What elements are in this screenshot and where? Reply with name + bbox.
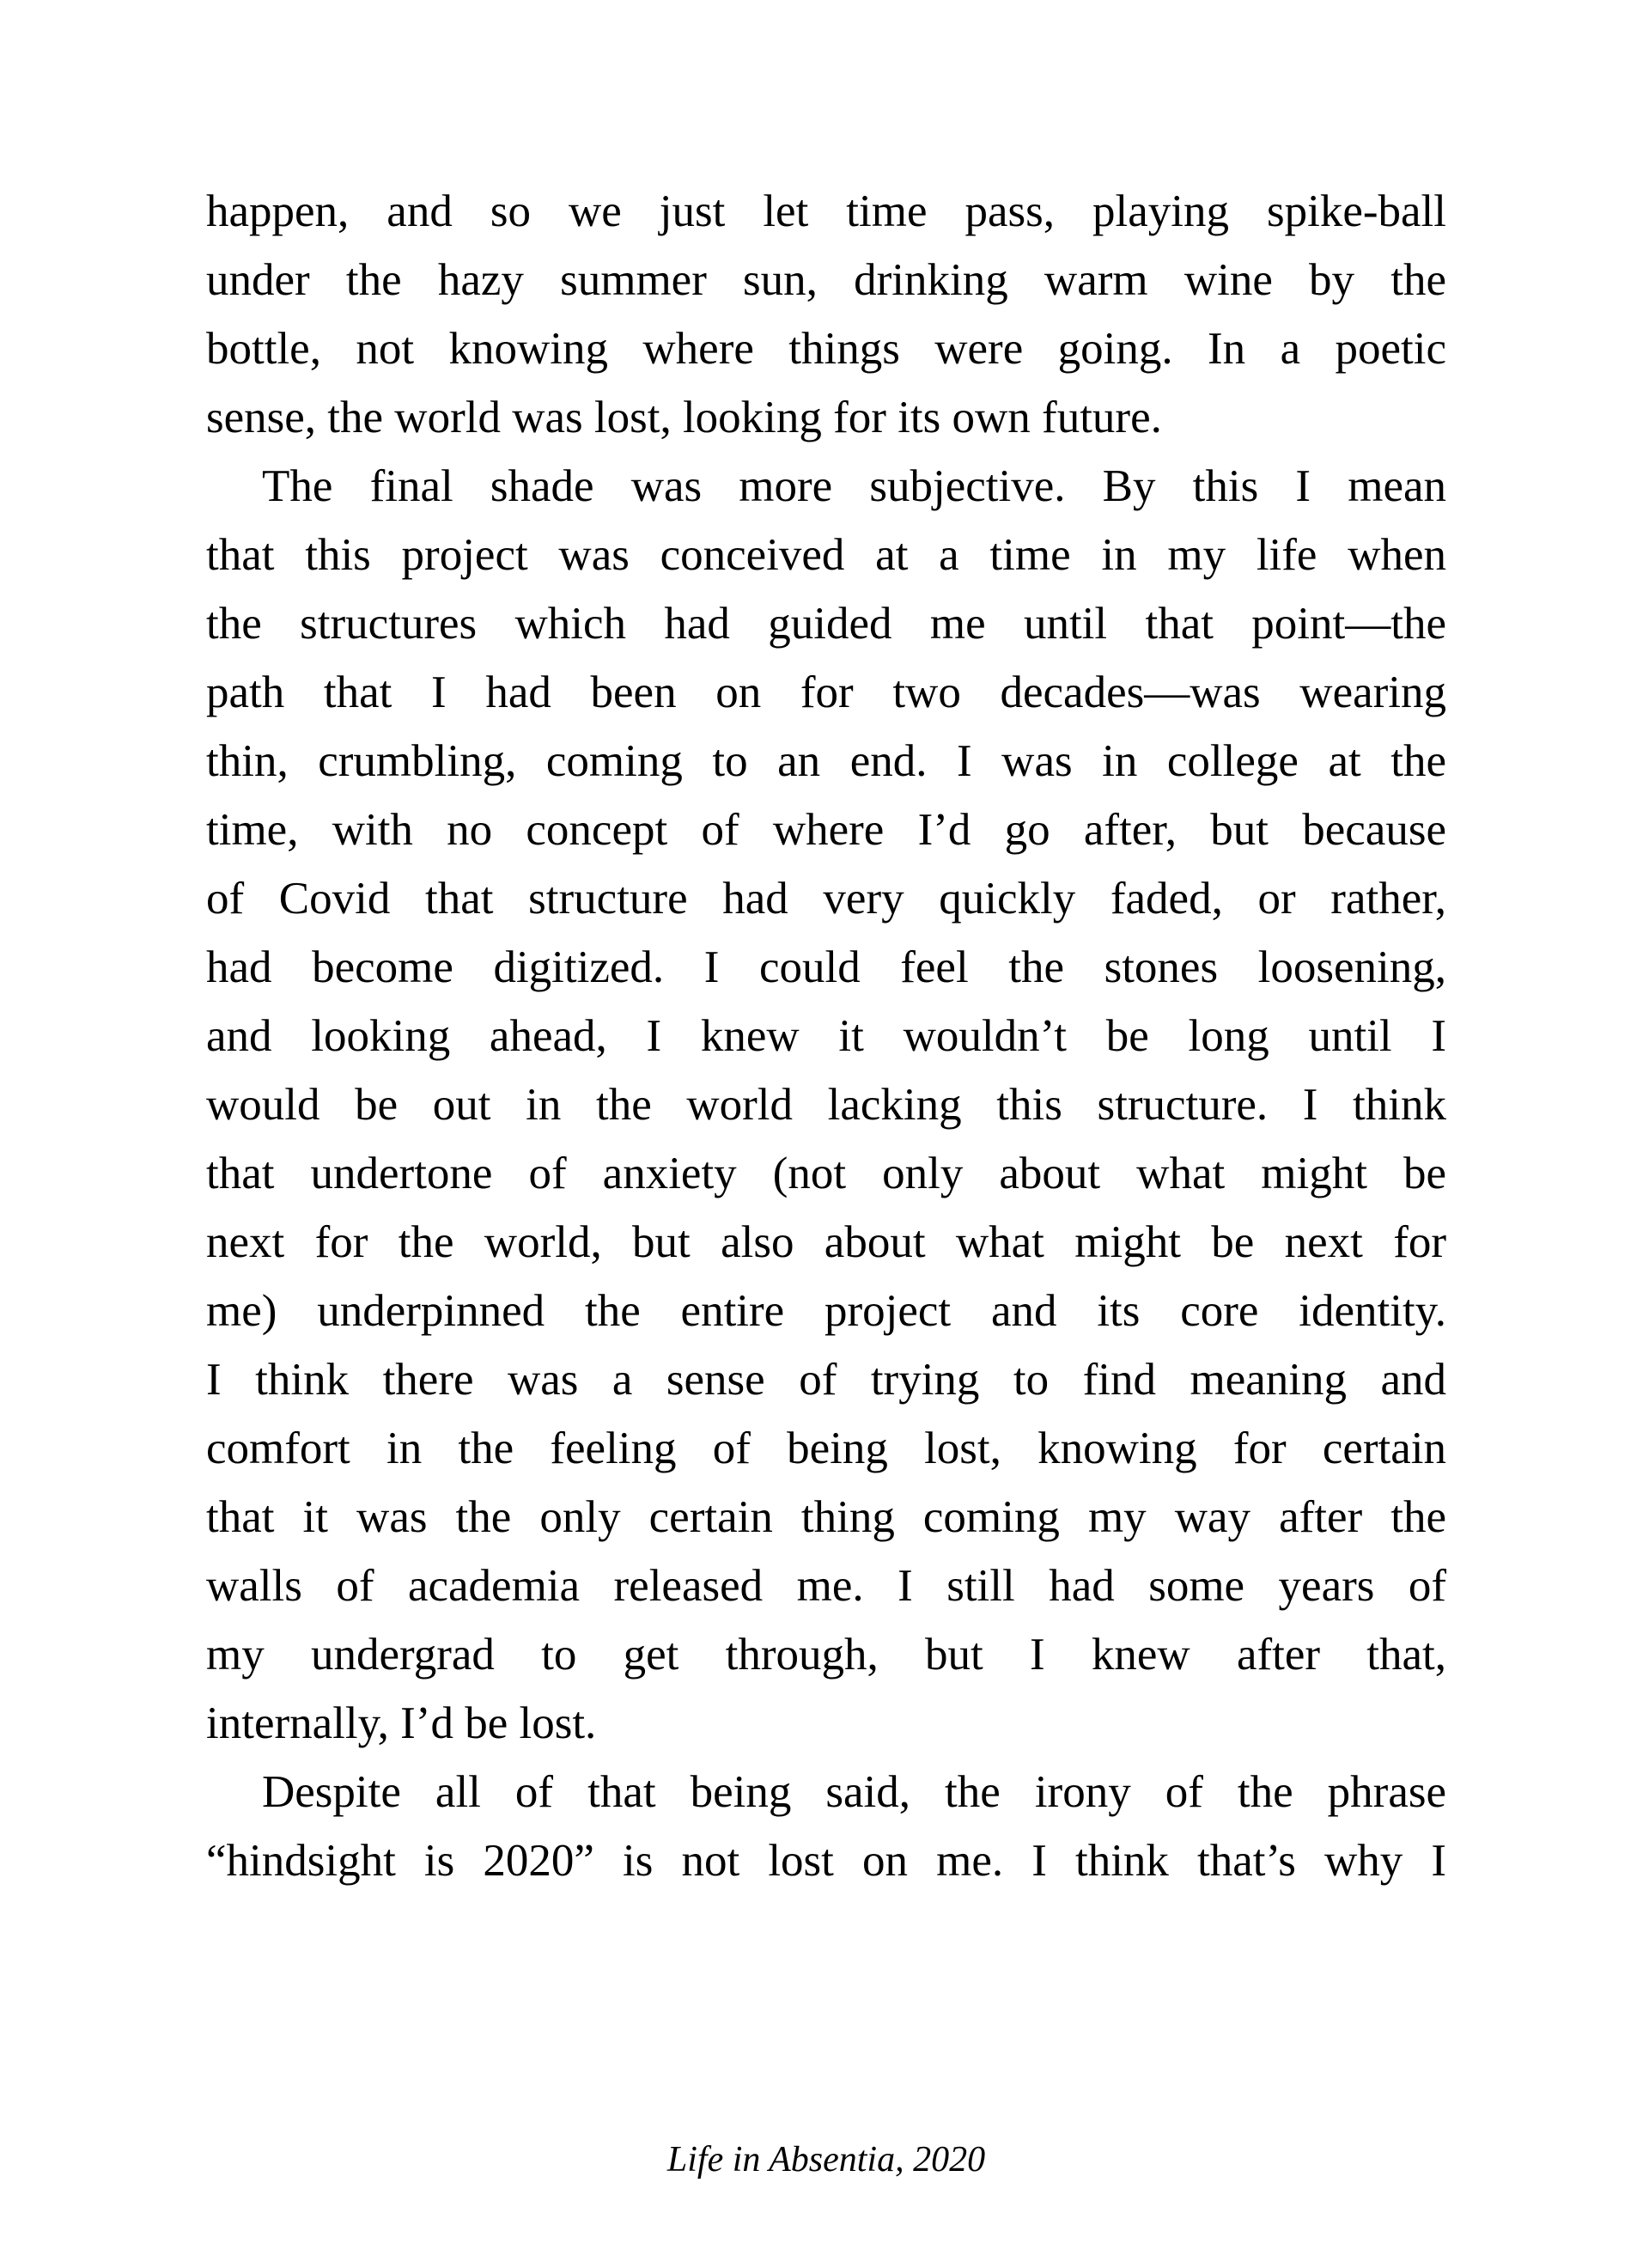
text-line: that it was the only certain thing coming my way after the bbox=[206, 1492, 1446, 1542]
text-line: of Covid that structure had very quickly faded, or rather, bbox=[206, 874, 1446, 924]
text-line: happen, and so we just let time pass, playing spike-ball bbox=[206, 186, 1446, 236]
text-line: time, with no concept of where I’d go after, but because bbox=[206, 805, 1446, 855]
text-line: had become digitized. I could feel the stones loosening, bbox=[206, 942, 1446, 992]
text-line: under the hazy summer sun, drinking warm wine by the bbox=[206, 255, 1446, 305]
body-text bbox=[206, 0, 1446, 1895]
text-line: me) underpinned the entire project and its core identity. bbox=[206, 1286, 1446, 1336]
text-line: and looking ahead, I knew it wouldn’t be long until I bbox=[206, 1011, 1446, 1061]
text-line: I think there was a sense of trying to find meaning and bbox=[206, 1355, 1446, 1405]
text-line: sense, the world was lost, looking for its own future. bbox=[206, 393, 1162, 442]
text-line: next for the world, but also about what might be next for bbox=[206, 1217, 1446, 1267]
paragraph bbox=[206, 177, 1446, 452]
text-line: internally, I’d be lost. bbox=[206, 1698, 597, 1748]
paragraph bbox=[206, 1758, 1446, 1895]
text-line: walls of academia released me. I still had some years of bbox=[206, 1561, 1446, 1611]
text-line: would be out in the world lacking this structure. I think bbox=[206, 1080, 1446, 1130]
text-line: bottle, not knowing where things were going. In a poetic bbox=[206, 324, 1446, 374]
text-line: comfort in the feeling of being lost, knowing for certain bbox=[206, 1424, 1446, 1473]
text-line: my undergrad to get through, but I knew after that, bbox=[206, 1630, 1446, 1680]
footer-title: Life in Absentia, 2020 bbox=[666, 2140, 986, 2180]
text-line: The final shade was more subjective. By this I mean bbox=[262, 461, 1446, 511]
text-line: that this project was conceived at a time in my life when bbox=[206, 530, 1446, 580]
paragraph bbox=[206, 452, 1446, 1758]
text-line: the structures which had guided me until that point—the bbox=[206, 599, 1446, 649]
text-line: Despite all of that being said, the irony of the phrase bbox=[262, 1767, 1446, 1817]
text-line: path that I had been on for two decades—was wearing bbox=[206, 668, 1446, 717]
text-line: that undertone of anxiety (not only about what might be bbox=[206, 1149, 1446, 1198]
text-line: thin, crumbling, coming to an end. I was in college at the bbox=[206, 736, 1446, 786]
page-footer bbox=[206, 2137, 1446, 2182]
text-line: “hindsight is 2020” is not lost on me. I think that’s why I bbox=[206, 1836, 1446, 1886]
